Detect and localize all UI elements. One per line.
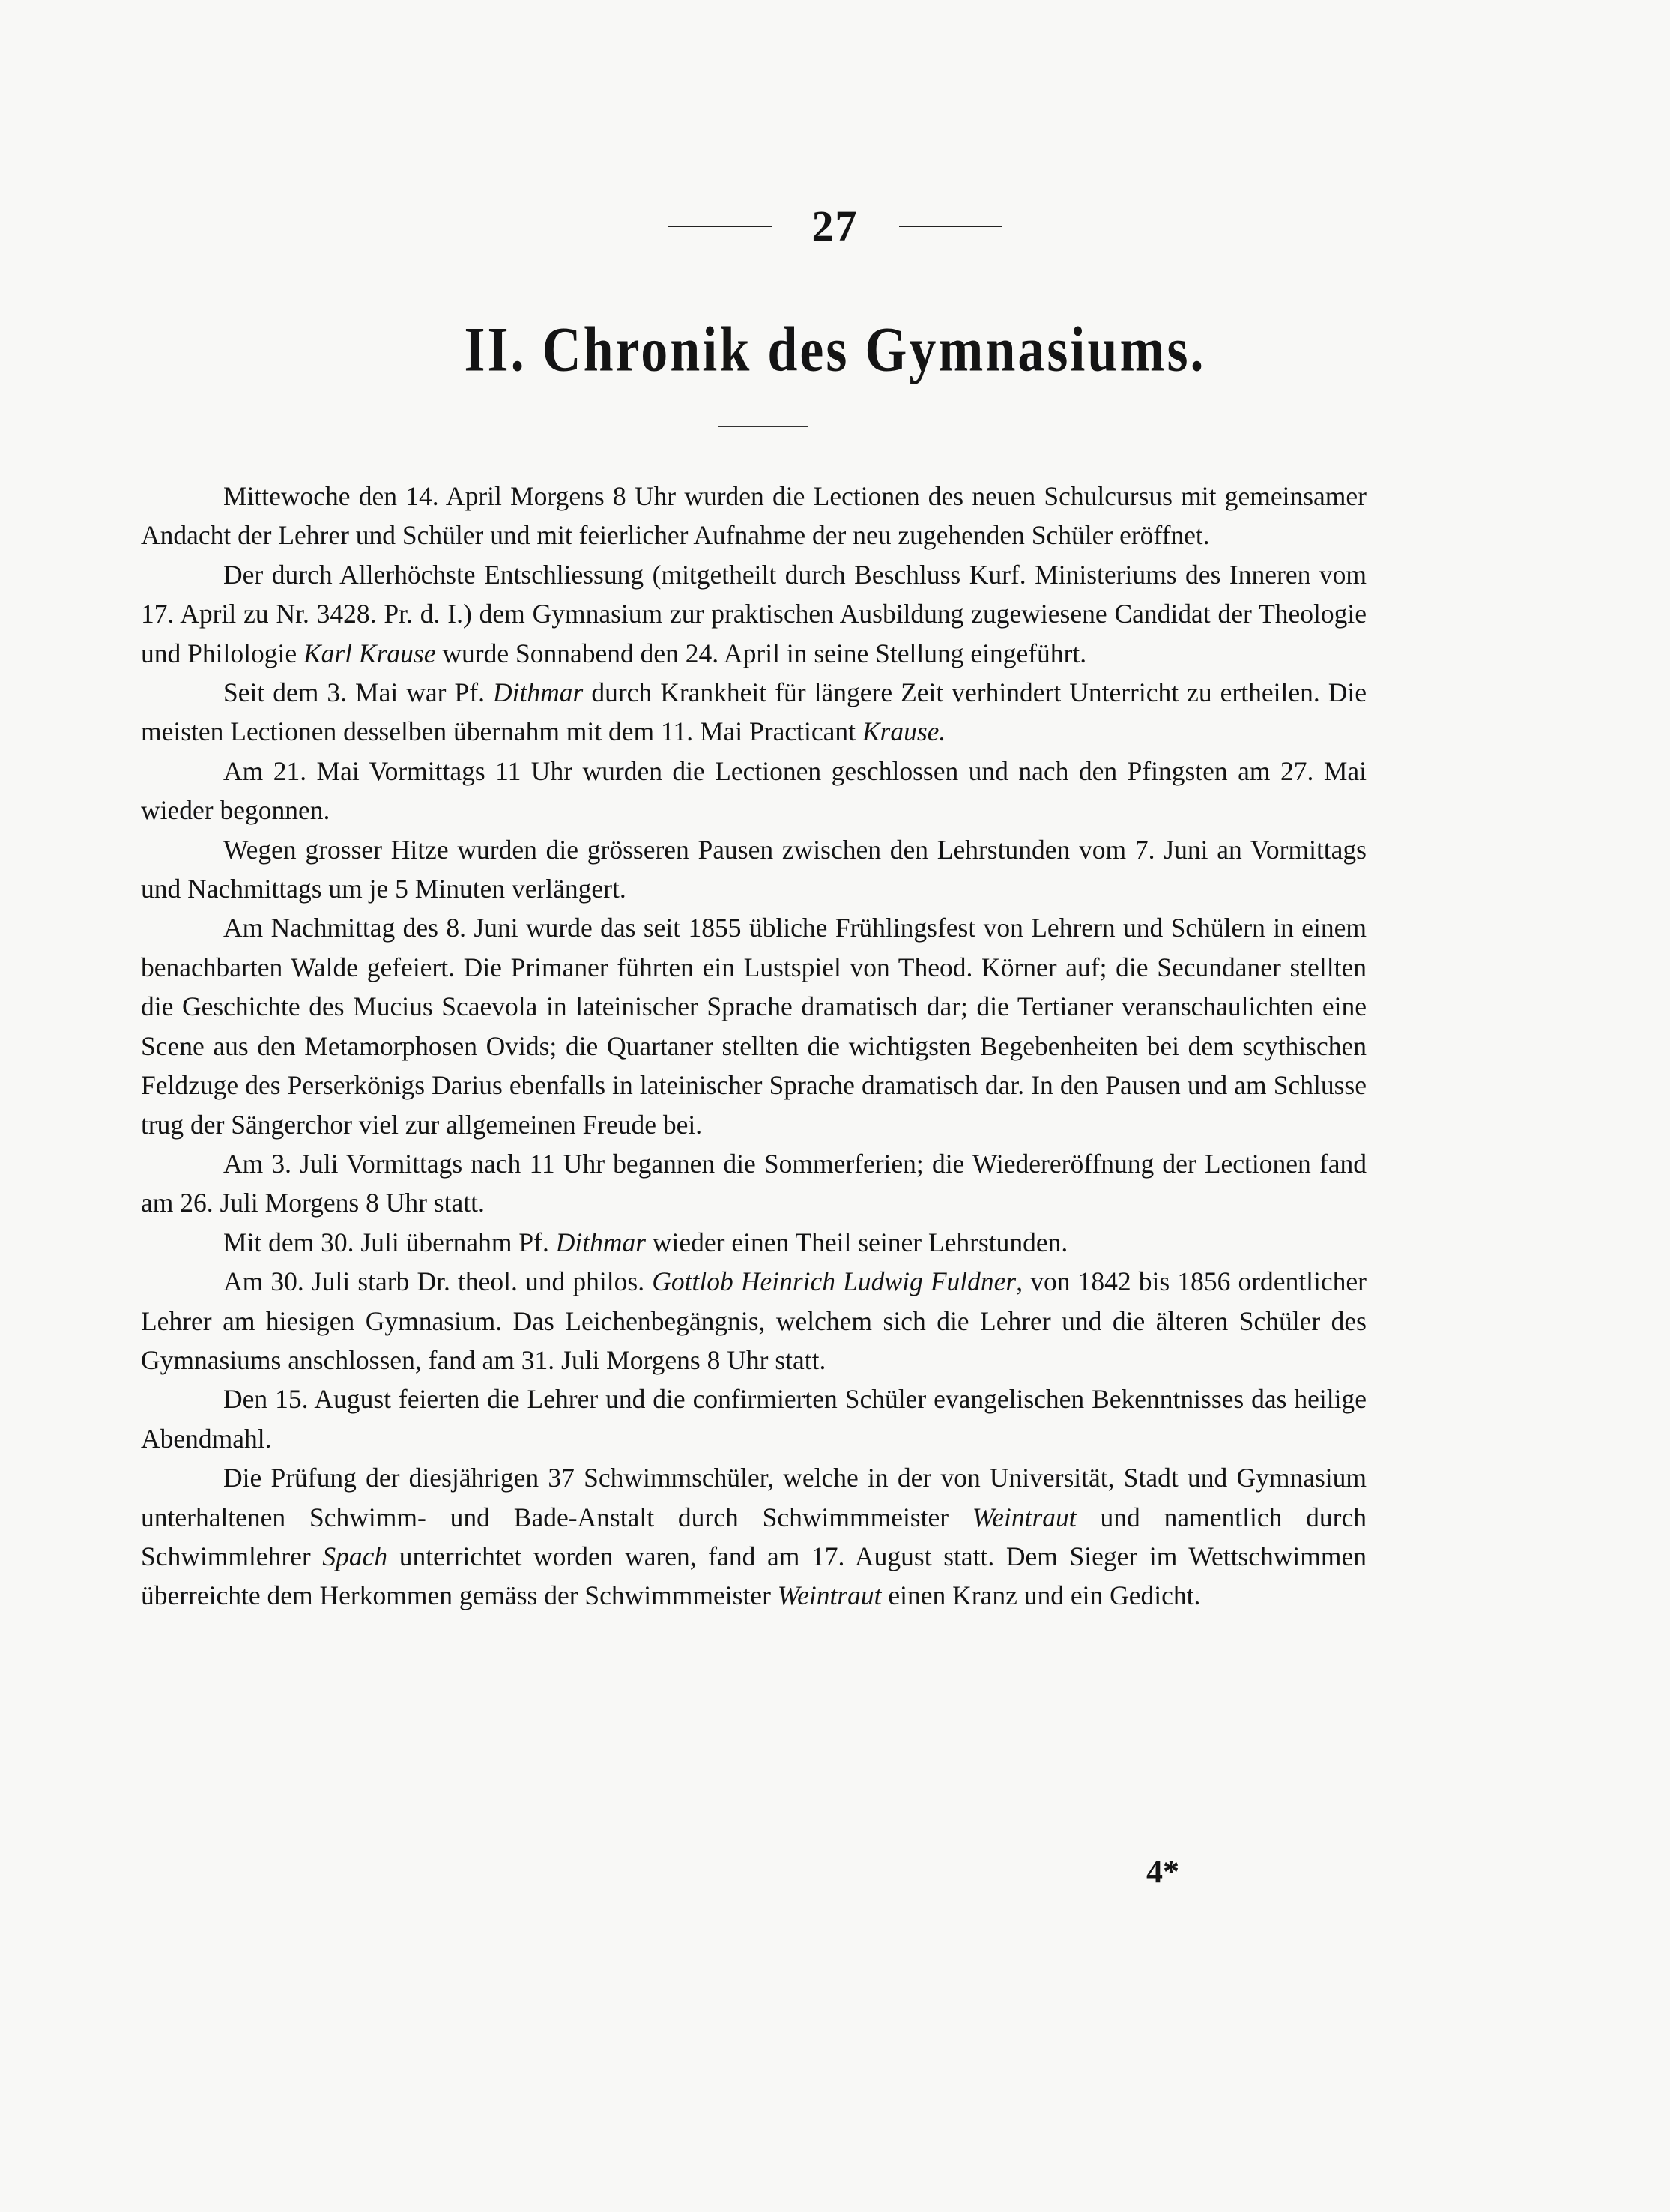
text-run: Am 3. Juli Vormittags nach 11 Uhr begannen die Sommerferien; die Wiedereröffnung der Lectionen fand am 26. Juli Morgens 8 Uhr statt.	[141, 1148, 1367, 1218]
text-run: Die Prüfung der diesjährigen 37 Schwimmschüler, welche in der von Universität, Stadt und Gymnasium unterhaltenen Schwimm- und Bade-Anstalt durch Schwimmmeister	[141, 1463, 1367, 1532]
page-header	[0, 201, 1670, 251]
text-run: Am Nachmittag des 8. Juni wurde das seit 1855 übliche Frühlingsfest von Lehrern und Schülern in einem benachbarten Walde gefeiert. Die Primaner führten ein Lustspiel von Theod. Körner auf; die Secundaner stellten die Geschichte des Mucius Scaevola in lateinischer Sprache dramatisch dar; die Tertianer veranschaulichten eine Scene aus den Metamorphosen Ovids; die Quartaner stellten die wichtigsten Begebenheiten bei dem scythischen Feldzuge des Perserkönigs Darius ebenfalls in lateinischer Sprache dramatisch dar. In den Pausen und am Schlusse trug der Sängerchor viel zur allgemeinen Freude bei.	[141, 913, 1367, 1140]
chronicle-paragraph	[141, 908, 1367, 1143]
chronicle-paragraph	[141, 752, 1367, 830]
text-run: Den 15. August feierten die Lehrer und die confirmierten Schüler evangelischen Bekenntnisses das heilige Abendmahl.	[141, 1384, 1367, 1454]
text-run: Mit dem 30. Juli übernahm Pf.	[223, 1227, 556, 1257]
person-name: Dithmar	[493, 677, 584, 708]
chronicle-paragraph	[141, 673, 1367, 752]
text-run: wurde Sonnabend den 24. April in seine Stellung eingeführt.	[435, 638, 1087, 668]
header-rule-right	[899, 226, 1002, 227]
chronicle-paragraph	[141, 830, 1367, 909]
chronicle-paragraph	[141, 1223, 1367, 1262]
chronicle-paragraph	[141, 1262, 1367, 1380]
text-run: Seit dem 3. Mai war Pf.	[223, 677, 493, 708]
chronicle-paragraph	[141, 477, 1367, 555]
text-run: wieder einen Theil seiner Lehrstunden.	[646, 1227, 1068, 1257]
chronicle-paragraph	[141, 1144, 1367, 1223]
text-run: unterrichtet worden waren, fand am 17. August statt. Dem Sieger im Wettschwimmen überreichte dem Herkommen gemäss der Schwimmmeister	[141, 1541, 1367, 1611]
text-run: und namentlich durch Schwimmlehrer	[141, 1502, 1367, 1571]
person-name: Karl Krause	[303, 638, 436, 668]
person-name: Krause.	[862, 716, 946, 747]
person-name: Weintraut	[777, 1580, 882, 1611]
person-name: Dithmar	[555, 1227, 647, 1257]
text-run: Am 21. Mai Vormittags 11 Uhr wurden die Lectionen geschlossen und nach den Pfingsten am 27. Mai wieder begonnen.	[141, 755, 1367, 826]
text-run: Wegen grosser Hitze wurden die grösseren Pausen zwischen den Lehrstunden vom 7. Juni an Vormittags und Nachmittags um je 5 Minuten verlängert.	[141, 834, 1367, 904]
person-name: Spach	[322, 1541, 388, 1571]
text-run: durch Krankheit für längere Zeit verhindert Unterricht zu ertheilen. Die meisten Lectionen desselben übernahm mit dem 11. Mai Practicant	[141, 677, 1367, 747]
heading-rule	[718, 426, 808, 427]
chronicle-paragraph	[141, 1458, 1367, 1616]
text-run: einen Kranz und ein Gedicht.	[881, 1580, 1201, 1611]
header-rule-left	[668, 226, 772, 227]
person-name: Weintraut	[972, 1502, 1077, 1532]
page-number: 27	[811, 202, 859, 250]
person-name: Gottlob Heinrich Ludwig Fuldner	[652, 1266, 1017, 1297]
signature-mark: 4*	[1146, 1853, 1179, 1890]
text-run: Der durch Allerhöchste Entschliessung (mitgetheilt durch Beschluss Kurf. Ministeriums des Inneren vom 17. April zu Nr. 3428. Pr. d. I.) dem Gymnasium zur praktischen Ausbildung zugewiesene Candidat der Theologie und Philologie	[141, 559, 1367, 668]
text-run: , von 1842 bis 1856 ordentlicher Lehrer am hiesigen Gymnasium. Das Leichenbegängnis, welchem sich die Lehrer und die älteren Schüler des Gymnasiums anschlossen, fand am 31. Juli Morgens 8 Uhr statt.	[141, 1266, 1367, 1375]
section-heading: II. Chronik des Gymnasiums.	[464, 314, 1206, 385]
chronicle-paragraph	[141, 555, 1367, 673]
chronicle-paragraph	[141, 1380, 1367, 1458]
text-run: Am 30. Juli starb Dr. theol. und philos.	[223, 1266, 653, 1297]
chronicle-text	[141, 477, 1367, 1616]
text-run: Mittewoche den 14. April Morgens 8 Uhr wurden die Lectionen des neuen Schulcursus mit gemeinsamer Andacht der Lehrer und Schüler und mit feierlicher Aufnahme der neu zugehenden Schüler eröffnet.	[141, 481, 1367, 551]
